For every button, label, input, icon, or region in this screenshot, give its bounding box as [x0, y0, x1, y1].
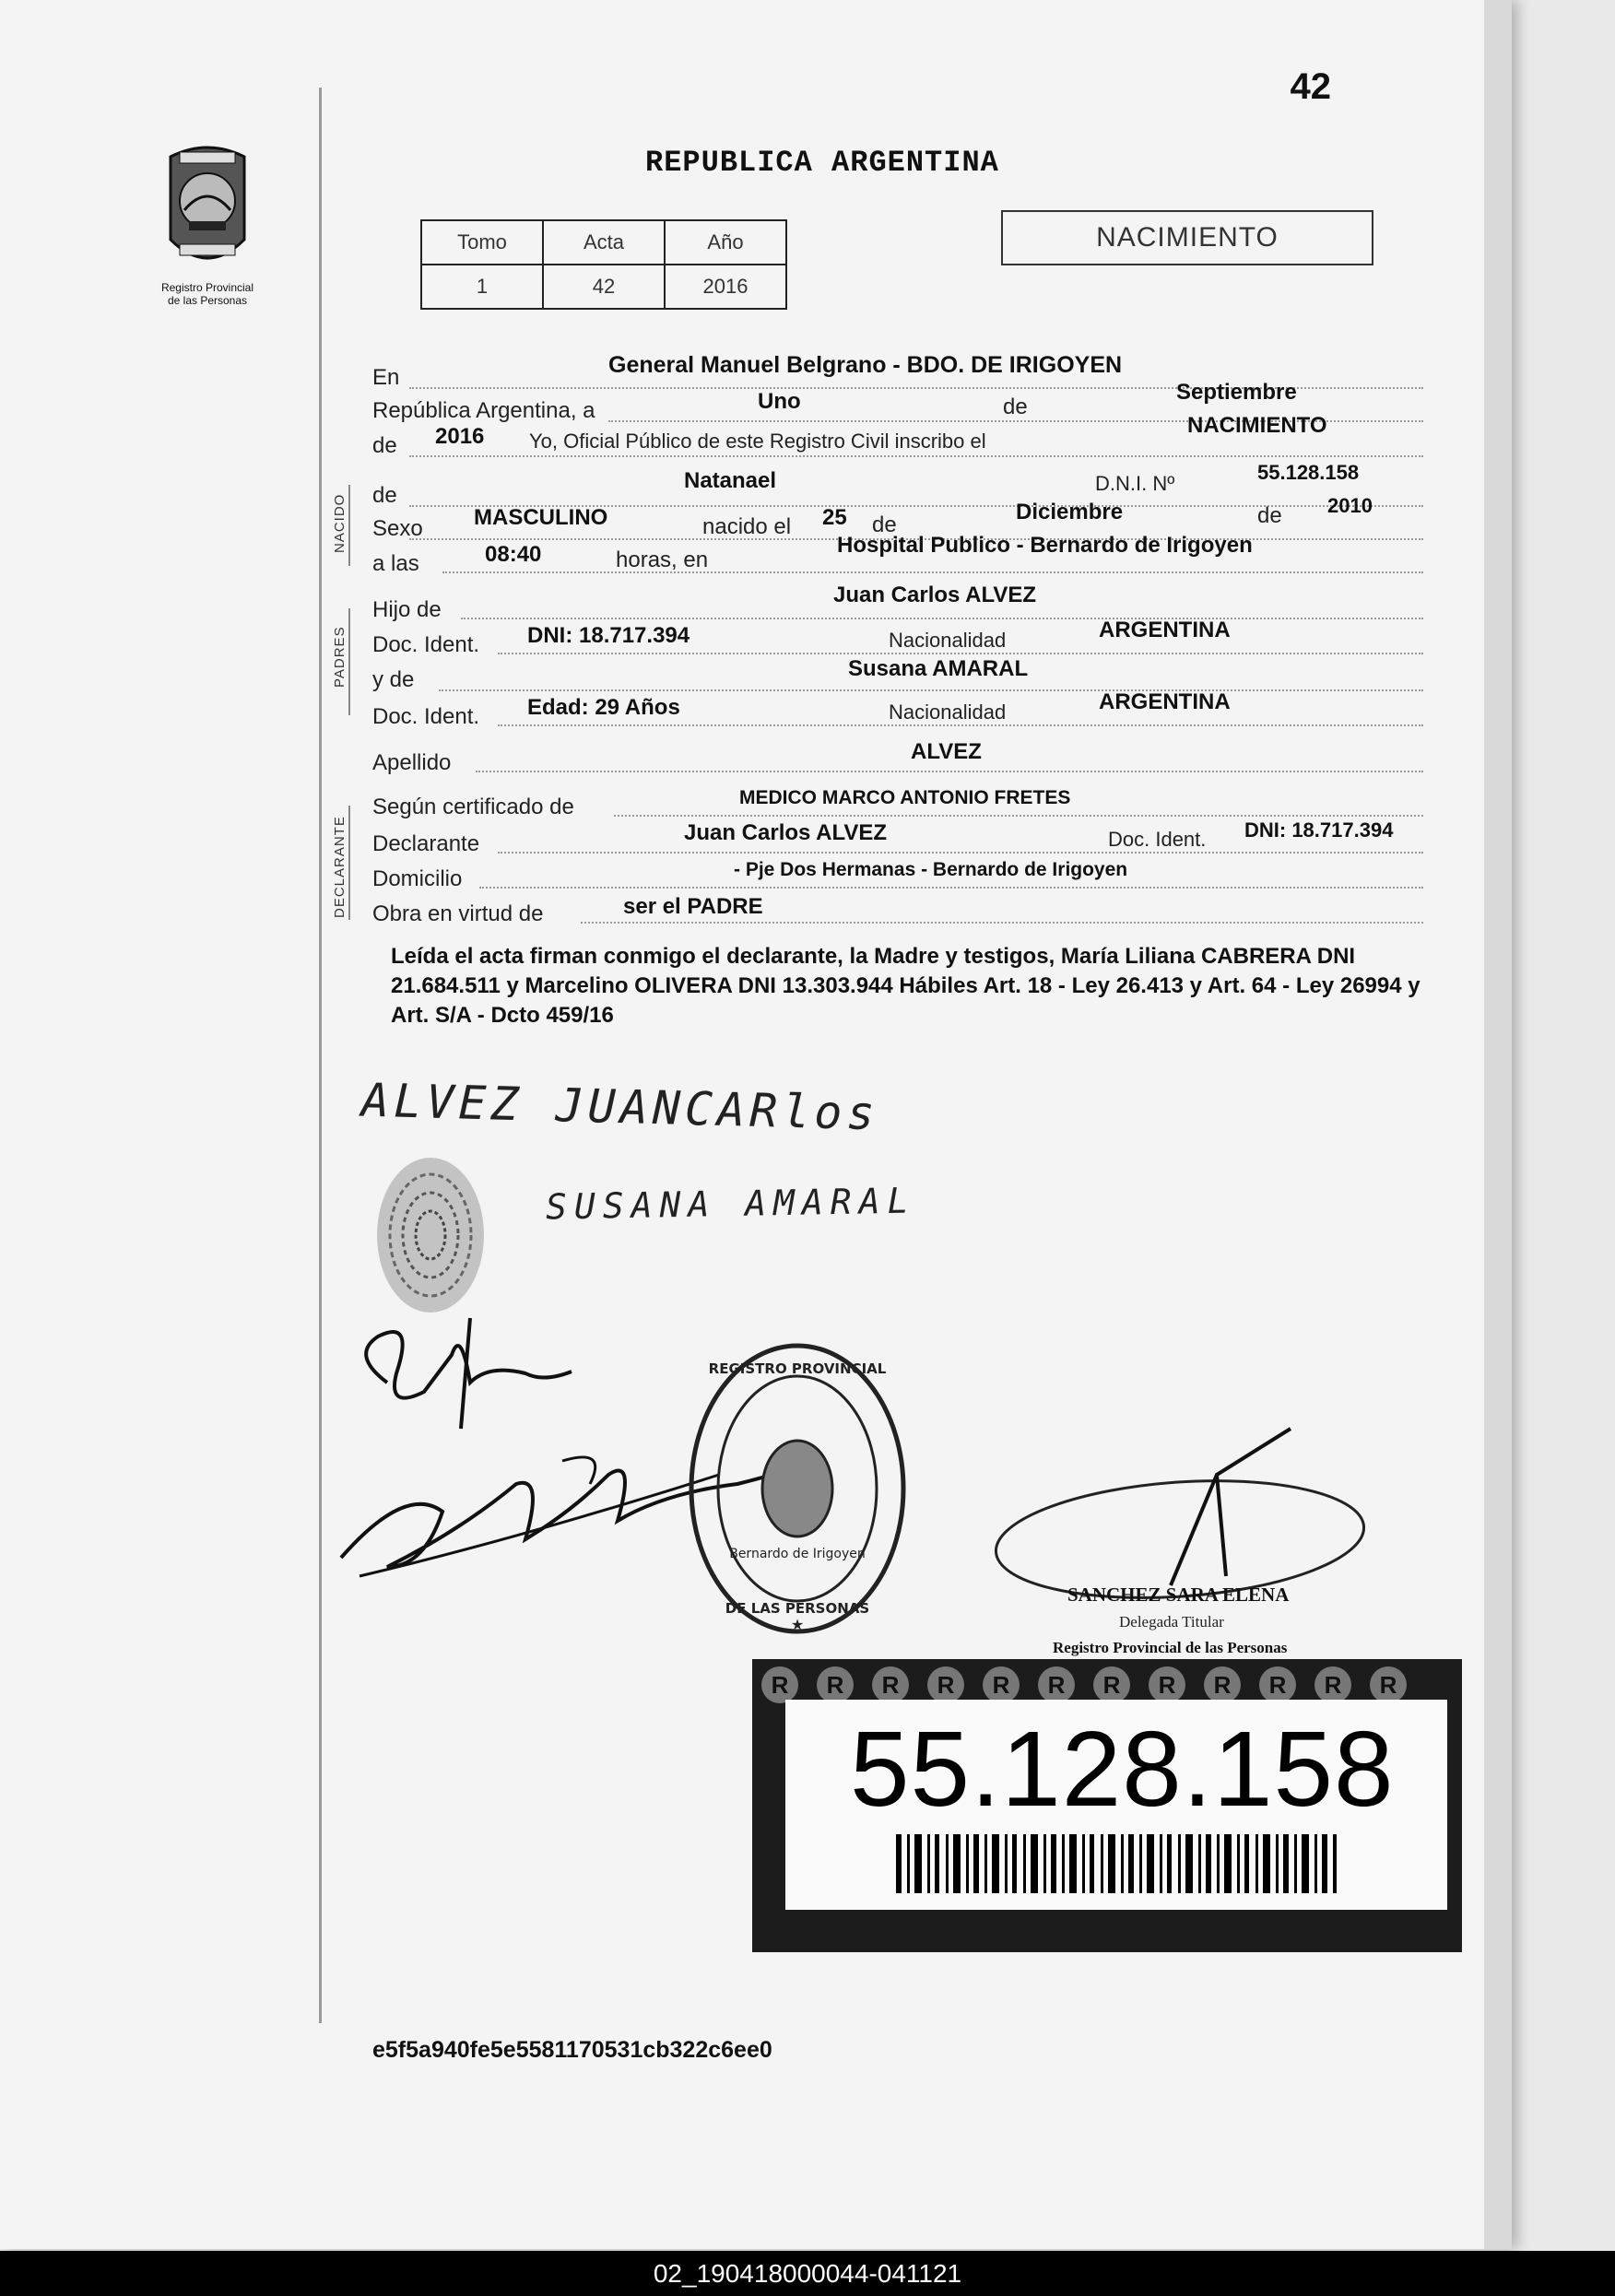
- child-dni-value: 55.128.158: [1257, 461, 1360, 484]
- mother-nationality-value: ARGENTINA: [1099, 689, 1231, 714]
- fingerprint-icon: [371, 1152, 490, 1318]
- reading-statement: Leída el acta firman conmigo el declarante, la Madre y testigos, María Liliana CABRERA DNI 21.684.511 y Marcelino OLIVERA DNI 13.303.944 Hábiles Art. 18 - Ley 26.413 y Art. 64 - Ley 26994 y Art. S/A - Dcto 459/16: [391, 944, 1420, 1028]
- official-name: SANCHEZ SARA ELENA: [1067, 1584, 1290, 1606]
- birth-place-value: Hospital Publico - Bernardo de Irigoyen: [837, 533, 1253, 558]
- horas-label: horas, en: [616, 548, 709, 572]
- birth-time-value: 08:40: [485, 542, 542, 567]
- father-name-value: Juan Carlos ALVEZ: [833, 583, 1037, 607]
- sticker-badge: R: [1093, 1666, 1130, 1703]
- dotted-line: [479, 887, 1423, 889]
- dotted-line: [498, 852, 1423, 854]
- yde-label: y de: [372, 667, 415, 692]
- sticker-dni-number: 55.128.158: [850, 1709, 1395, 1829]
- doc-label: Doc. Ident.: [372, 632, 480, 657]
- birth-day-value: 25: [822, 505, 847, 530]
- document-title: REPUBLICA ARGENTINA: [645, 146, 999, 180]
- svg-text:REGISTRO PROVINCIAL: REGISTRO PROVINCIAL: [708, 1360, 887, 1377]
- svg-text:DE LAS PERSONAS: DE LAS PERSONAS: [725, 1600, 870, 1617]
- crest-icon: [157, 138, 258, 277]
- dotted-line: [498, 724, 1423, 726]
- doc-label: Doc. Ident.: [372, 704, 480, 729]
- scan-footer: 02_190418000044-041121: [0, 2251, 1615, 2296]
- dotted-line: [498, 653, 1423, 654]
- segun-label: Según certificado de: [372, 795, 574, 819]
- reference-table: [420, 219, 787, 310]
- de-label: de: [1257, 503, 1282, 528]
- apellido-value: ALVEZ: [911, 739, 982, 764]
- obra-value: ser el PADRE: [623, 894, 763, 919]
- republica-label: República Argentina, a: [372, 398, 595, 423]
- record-type-box: NACIMIENTO: [1001, 210, 1373, 265]
- sticker-badge: R: [817, 1666, 854, 1703]
- day-value: Uno: [758, 389, 801, 414]
- sticker-label: [785, 1700, 1447, 1910]
- sticker-badge: R: [1149, 1666, 1185, 1703]
- dotted-line: [439, 689, 1423, 691]
- mother-doc-value: Edad: 29 Años: [527, 695, 680, 720]
- hijo-label: Hijo de: [372, 597, 442, 622]
- official-role: Delegada Titular: [1119, 1613, 1224, 1631]
- de-label: de: [372, 433, 397, 458]
- sticker-badge: R: [1038, 1666, 1075, 1703]
- sticker-badge: R: [927, 1666, 964, 1703]
- dotted-line: [409, 455, 1423, 457]
- ref-value-acta: 42: [543, 265, 665, 309]
- nacido-label: nacido el: [702, 514, 792, 539]
- father-doc-value: DNI: 18.717.394: [527, 623, 690, 648]
- dotted-line: [461, 618, 1423, 619]
- side-rule: [348, 485, 350, 566]
- birth-year-value: 2010: [1327, 494, 1373, 517]
- alas-label: a las: [372, 551, 419, 576]
- handwritten-father-name: ALVEZ JUANCARlos: [360, 1073, 880, 1141]
- sticker-badge: R: [761, 1666, 798, 1703]
- dotted-line: [442, 571, 1423, 573]
- de-label: de: [372, 483, 397, 508]
- side-rule: [348, 608, 350, 715]
- sticker-badge: R: [1259, 1666, 1296, 1703]
- ref-header-acta: Acta: [543, 220, 665, 265]
- child-name-value: Natanael: [684, 468, 777, 493]
- sticker-badge: R: [983, 1666, 1020, 1703]
- certificate-value: MEDICO MARCO ANTONIO FRETES: [739, 787, 1071, 808]
- de-label: de: [1003, 394, 1028, 419]
- ref-value-tomo: 1: [421, 265, 543, 309]
- apellido-label: Apellido: [372, 750, 452, 775]
- domicilio-value: - Pje Dos Hermanas - Bernardo de Irigoyen: [734, 859, 1128, 880]
- page-edge: [1484, 0, 1512, 2249]
- svg-text:Bernardo de Irigoyen: Bernardo de Irigoyen: [729, 1547, 866, 1561]
- birth-month-value: Diciembre: [1016, 500, 1124, 524]
- barcode-icon: [896, 1834, 1338, 1893]
- declarante-label: Declarante: [372, 831, 480, 856]
- svg-text:★: ★: [790, 1618, 805, 1633]
- margin-rule: [319, 88, 322, 2023]
- mother-name-value: Susana AMARAL: [848, 656, 1029, 681]
- page-number: 42: [1290, 66, 1331, 107]
- year-value: 2016: [435, 424, 485, 449]
- domicilio-label: Domicilio: [372, 866, 463, 891]
- crest-caption-2: de las Personas: [167, 294, 248, 307]
- doc-label: Doc. Ident.: [1108, 828, 1207, 851]
- ref-header-ano: Año: [665, 220, 786, 265]
- de-label: de: [872, 512, 897, 537]
- declarante-side-label: DECLARANTE: [332, 816, 348, 918]
- declarante-doc-value: DNI: 18.717.394: [1244, 818, 1394, 842]
- ref-value-ano: 2016: [665, 265, 786, 309]
- month-value: Septiembre: [1176, 380, 1297, 405]
- sticker-badge: R: [1370, 1666, 1407, 1703]
- side-rule: [348, 806, 350, 920]
- handwritten-mother-name: SUSANA AMARAL: [545, 1180, 916, 1228]
- nacionalidad-label: Nacionalidad: [889, 629, 1007, 652]
- statement-text: Yo, Oficial Público de este Registro Civil inscribo el: [529, 430, 986, 453]
- official-signature-icon: [986, 1419, 1401, 1604]
- dotted-line: [614, 815, 1423, 817]
- official-stamp-icon: [682, 1336, 913, 1641]
- declarante-name-value: Juan Carlos ALVEZ: [684, 820, 888, 845]
- obra-label: Obra en virtud de: [372, 901, 544, 926]
- statement-value: NACIMIENTO: [1187, 413, 1327, 438]
- dotted-line: [476, 771, 1423, 772]
- sticker-badge: R: [872, 1666, 909, 1703]
- municipality-value: General Manuel Belgrano - BDO. DE IRIGOYEN: [608, 352, 1123, 378]
- nacido-side-label: NACIDO: [332, 493, 348, 553]
- dni-sticker: [752, 1659, 1462, 1952]
- en-label: En: [372, 365, 400, 390]
- sexo-value: MASCULINO: [474, 505, 608, 530]
- ref-header-tomo: Tomo: [421, 220, 543, 265]
- dni-label: D.N.I. Nº: [1095, 472, 1175, 495]
- sexo-label: Sexo: [372, 516, 423, 541]
- sticker-badge: R: [1204, 1666, 1241, 1703]
- nacionalidad-label: Nacionalidad: [889, 701, 1007, 724]
- document-hash: e5f5a940fe5e5581170531cb322c6ee0: [372, 2037, 772, 2063]
- dotted-line: [581, 922, 1423, 924]
- father-nationality-value: ARGENTINA: [1099, 618, 1231, 642]
- crest-caption-1: Registro Provincial: [160, 281, 254, 294]
- province-crest: [138, 138, 277, 307]
- sticker-badge: R: [1314, 1666, 1351, 1703]
- padres-side-label: PADRES: [332, 626, 348, 688]
- official-office: Registro Provincial de las Personas: [1053, 1639, 1288, 1656]
